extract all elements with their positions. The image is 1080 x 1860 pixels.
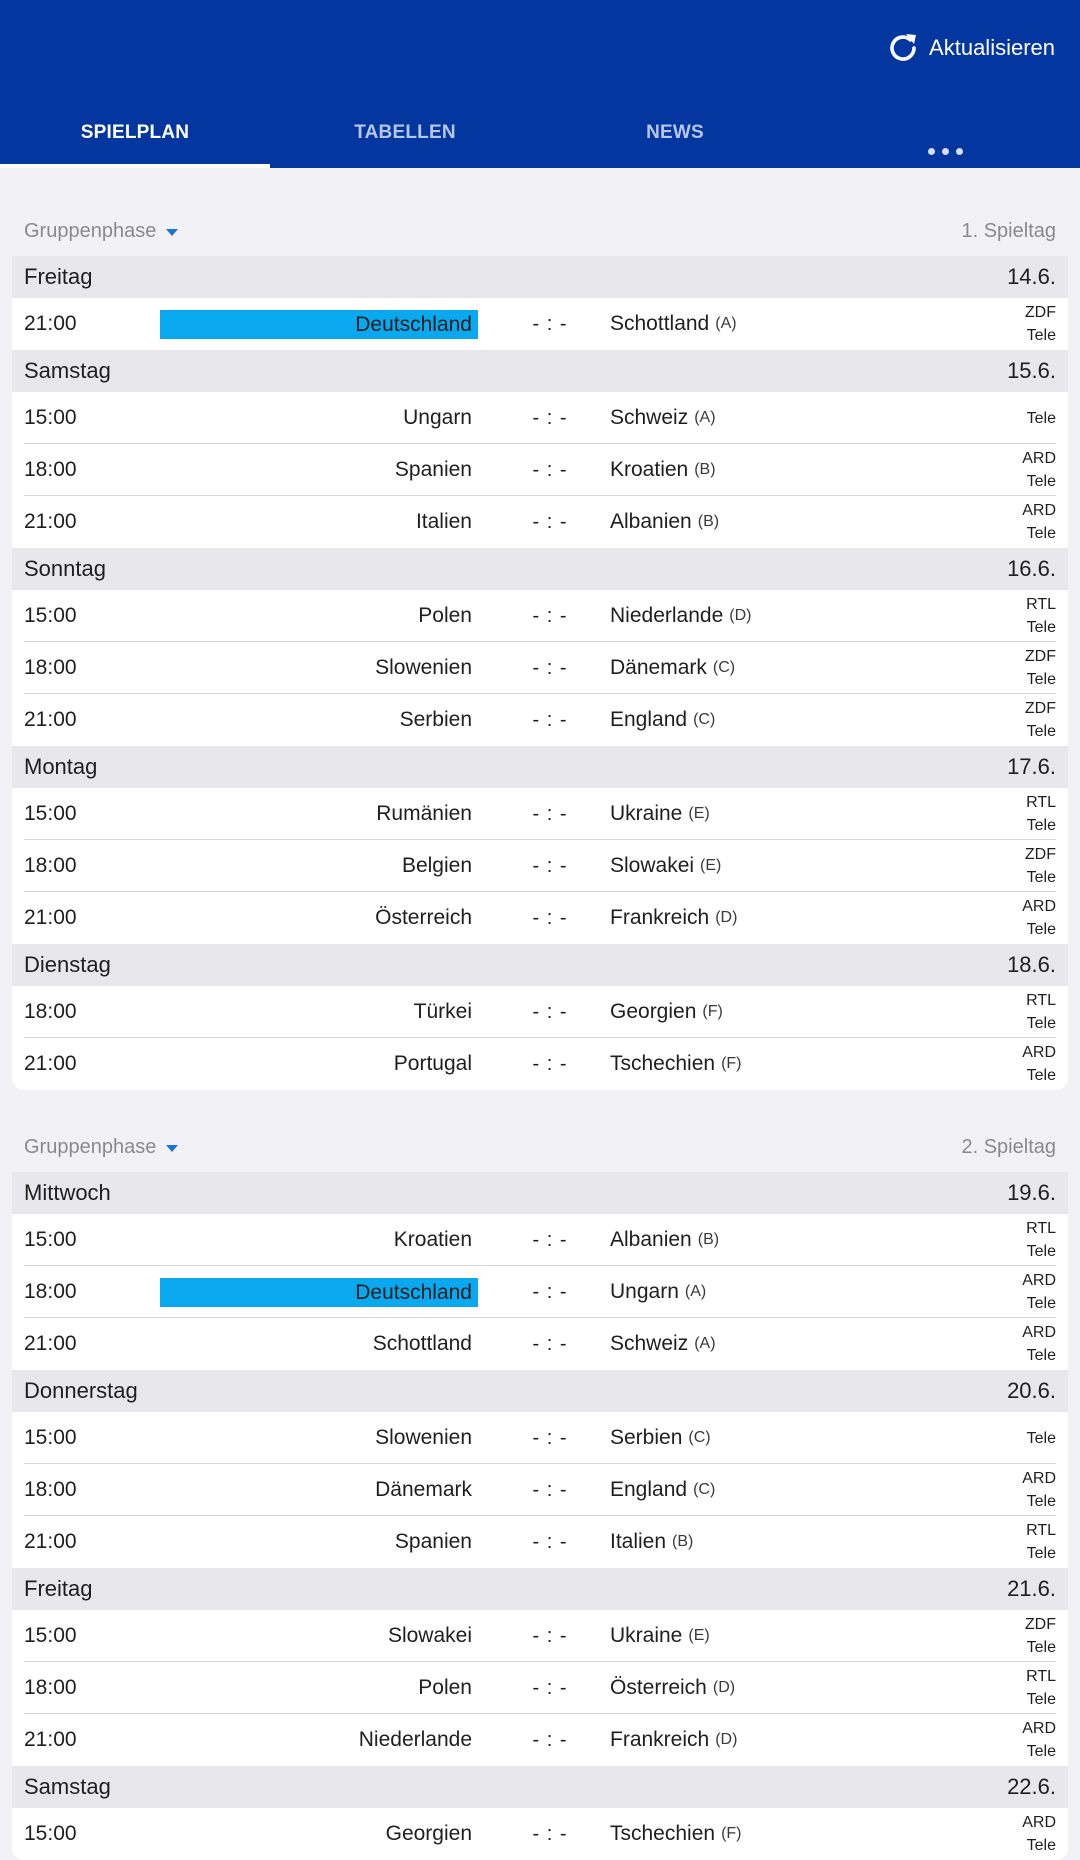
dropdown-arrow-icon	[166, 1145, 178, 1152]
tv-channel: Tele	[1026, 327, 1056, 344]
away-team	[610, 1516, 693, 1568]
away-team-name: Tschechien	[610, 1822, 716, 1845]
away-team	[610, 840, 721, 892]
phase-dropdown[interactable]	[24, 1136, 178, 1159]
match-time: 21:00	[24, 510, 77, 533]
match-score: - : -	[532, 1052, 568, 1075]
tv-channels	[1027, 1412, 1056, 1464]
tv-channels	[1022, 1318, 1056, 1370]
away-team	[610, 986, 723, 1038]
group-label: (B)	[697, 1231, 720, 1248]
match-time: 21:00	[24, 1728, 77, 1751]
match-time: 21:00	[24, 1530, 77, 1553]
away-team-name: Italien	[610, 1530, 667, 1553]
day-date: 22.6.	[1007, 1774, 1056, 1799]
away-team	[610, 1412, 711, 1464]
home-team	[160, 1214, 480, 1266]
phase-label: Gruppenphase	[24, 220, 157, 242]
away-team-name: Slowakei	[610, 854, 695, 877]
match-row[interactable]	[12, 1516, 1068, 1568]
group-label: (C)	[693, 1481, 716, 1498]
match-row[interactable]	[12, 1714, 1068, 1766]
match-score: - : -	[532, 604, 568, 627]
tv-channel: ZDF	[1024, 846, 1056, 863]
tv-channels	[1026, 788, 1056, 840]
home-team	[160, 590, 480, 642]
away-team	[610, 1214, 719, 1266]
group-label: (F)	[721, 1825, 742, 1842]
home-team-name: Spanien	[394, 458, 472, 481]
day-name: Samstag	[24, 358, 111, 383]
away-team-name: Schottland	[610, 312, 710, 335]
tv-channel: Tele	[1026, 619, 1056, 636]
tv-channel: ARD	[1022, 1814, 1056, 1831]
home-team-name: Rumänien	[376, 802, 472, 825]
tv-channels	[1022, 1714, 1056, 1766]
home-team	[160, 1038, 480, 1090]
match-score: - : -	[532, 458, 568, 481]
match-time: 21:00	[24, 1332, 77, 1355]
match-time: 15:00	[24, 802, 77, 825]
home-team	[160, 642, 480, 694]
tv-channel: RTL	[1026, 1668, 1056, 1685]
tv-channels	[1022, 444, 1056, 496]
home-team	[160, 840, 480, 892]
match-time: 18:00	[24, 1478, 77, 1501]
away-team-name: Tschechien	[610, 1052, 716, 1075]
app-bar	[0, 0, 1080, 168]
day-header	[12, 256, 1068, 298]
home-team	[160, 1318, 480, 1370]
day-name: Sonntag	[24, 556, 106, 581]
away-team	[610, 694, 715, 746]
tv-channels	[1026, 1214, 1056, 1266]
matchday-label: 2. Spieltag	[961, 1136, 1056, 1158]
tv-channel: Tele	[1026, 921, 1056, 938]
away-team-name: Schweiz	[610, 1332, 689, 1355]
away-team	[610, 1038, 742, 1090]
away-team-name: Serbien	[610, 1426, 683, 1449]
away-team	[610, 444, 716, 496]
match-score: - : -	[532, 802, 568, 825]
tab-label: TABELLEN	[354, 122, 456, 143]
away-team-name: Kroatien	[610, 458, 689, 481]
group-label: (E)	[688, 1627, 710, 1644]
schedule-card	[12, 1172, 1068, 1860]
tv-channel: Tele	[1026, 1493, 1056, 1510]
away-team	[610, 642, 735, 694]
match-row[interactable]	[12, 1214, 1068, 1266]
away-team	[610, 1662, 735, 1714]
tv-channels	[1025, 694, 1056, 746]
tv-channel: ZDF	[1024, 648, 1056, 665]
match-row[interactable]	[12, 444, 1068, 496]
match-row[interactable]	[12, 496, 1068, 548]
refresh-button[interactable]	[885, 28, 1055, 68]
match-time: 15:00	[24, 406, 77, 429]
group-label: (C)	[688, 1429, 711, 1446]
group-label: (E)	[688, 805, 710, 822]
match-time: 15:00	[24, 1228, 77, 1251]
home-team-name: Italien	[415, 510, 472, 533]
home-team	[160, 1412, 480, 1464]
refresh-icon	[885, 30, 921, 66]
group-label: (C)	[693, 711, 716, 728]
match-score: - : -	[532, 656, 568, 679]
match-time: 18:00	[24, 854, 77, 877]
day-date: 14.6.	[1007, 264, 1056, 289]
tv-channel: Tele	[1026, 723, 1056, 740]
home-team-name: Polen	[418, 1676, 472, 1699]
away-team-name: Schweiz	[610, 406, 689, 429]
schedule-card	[12, 256, 1068, 1090]
home-team-name: Slowenien	[375, 656, 472, 679]
tv-channel: Tele	[1026, 869, 1056, 886]
tv-channel: ZDF	[1024, 700, 1056, 717]
tv-channels	[1022, 496, 1056, 548]
match-time: 18:00	[24, 1000, 77, 1023]
refresh-label: Aktualisieren	[929, 35, 1055, 60]
home-team	[160, 986, 480, 1038]
match-time: 15:00	[24, 1426, 77, 1449]
home-team	[160, 1464, 480, 1516]
day-date: 16.6.	[1007, 556, 1056, 581]
tv-channel: Tele	[1026, 671, 1056, 688]
away-team	[610, 1464, 715, 1516]
tv-channels	[1022, 892, 1056, 944]
away-team	[610, 590, 751, 642]
tv-channel: ZDF	[1024, 304, 1056, 321]
away-team	[610, 392, 716, 444]
tv-channels	[1026, 1516, 1056, 1568]
match-score: - : -	[532, 1228, 568, 1251]
home-team-name: Deutschland	[160, 310, 478, 339]
day-name: Montag	[24, 754, 98, 779]
tv-channels	[1022, 1266, 1056, 1318]
day-date: 17.6.	[1007, 754, 1056, 779]
tv-channels	[1022, 1464, 1056, 1516]
away-team-name: Ungarn	[610, 1280, 679, 1303]
home-team-name: Spanien	[394, 1530, 472, 1553]
section-header	[0, 212, 1080, 252]
home-team	[160, 1266, 478, 1318]
tv-channel: RTL	[1026, 1220, 1056, 1237]
home-team-name: Deutschland	[160, 1278, 478, 1307]
tv-channel: Tele	[1026, 1691, 1056, 1708]
home-team	[160, 694, 480, 746]
tab-tabellen[interactable]	[270, 104, 540, 168]
match-score: - : -	[532, 1822, 568, 1845]
tv-channel: ARD	[1022, 1324, 1056, 1341]
away-team-name: Niederlande	[610, 604, 724, 627]
group-label: (D)	[729, 607, 752, 624]
day-date: 19.6.	[1007, 1180, 1056, 1205]
home-team	[160, 1610, 480, 1662]
home-team-name: Belgien	[401, 854, 472, 877]
day-name: Donnerstag	[24, 1378, 138, 1403]
tv-channels	[1026, 986, 1056, 1038]
tv-channel: Tele	[1026, 1015, 1056, 1032]
group-label: (A)	[694, 409, 716, 426]
tv-channel: Tele	[1026, 1639, 1056, 1656]
group-label: (F)	[721, 1055, 742, 1072]
home-team-name: Niederlande	[358, 1728, 472, 1751]
match-time: 18:00	[24, 656, 77, 679]
match-row[interactable]	[12, 1662, 1068, 1714]
home-team-name: Serbien	[399, 708, 472, 731]
away-team-name: Ukraine	[610, 802, 683, 825]
match-score: - : -	[532, 1332, 568, 1355]
tv-channel: Tele	[1026, 1545, 1056, 1562]
group-label: (F)	[702, 1003, 723, 1020]
home-team	[160, 392, 480, 444]
match-row[interactable]	[12, 1318, 1068, 1370]
tv-channel: Tele	[1026, 525, 1056, 542]
home-team	[160, 496, 480, 548]
match-row[interactable]	[12, 298, 1068, 350]
day-name: Freitag	[24, 1576, 93, 1601]
home-team-name: Slowenien	[375, 1426, 472, 1449]
tv-channel: Tele	[1026, 1347, 1056, 1364]
away-team	[610, 298, 737, 350]
away-team-name: Albanien	[610, 1228, 692, 1251]
tv-channel: RTL	[1026, 1522, 1056, 1539]
match-row[interactable]	[12, 1266, 1068, 1318]
match-time: 21:00	[24, 1052, 77, 1075]
away-team	[610, 788, 710, 840]
tv-channel: ARD	[1022, 898, 1056, 915]
home-team	[160, 1808, 480, 1860]
tv-channel: Tele	[1026, 1067, 1056, 1084]
day-header	[12, 1568, 1068, 1610]
away-team	[610, 496, 719, 548]
match-time: 21:00	[24, 708, 77, 731]
home-team-name: Portugal	[393, 1052, 472, 1075]
home-team	[160, 298, 478, 350]
match-row[interactable]	[12, 694, 1068, 746]
group-label: (B)	[694, 461, 716, 478]
tv-channel: Tele	[1026, 1295, 1056, 1312]
more-horizontal-icon	[928, 122, 963, 155]
home-team	[160, 788, 480, 840]
home-team	[160, 444, 480, 496]
tv-channel: Tele	[1026, 1837, 1056, 1854]
day-name: Freitag	[24, 264, 93, 289]
tv-channel: Tele	[1026, 1429, 1056, 1447]
day-name: Samstag	[24, 1774, 111, 1799]
match-row[interactable]	[12, 986, 1068, 1038]
tv-channel: ARD	[1022, 1044, 1056, 1061]
matchday-label: 1. Spieltag	[961, 220, 1056, 242]
tv-channels	[1025, 840, 1056, 892]
match-score: - : -	[532, 854, 568, 877]
match-time: 15:00	[24, 1624, 77, 1647]
away-team	[610, 1808, 742, 1860]
away-team-name: Ukraine	[610, 1624, 683, 1647]
day-date: 20.6.	[1007, 1378, 1056, 1403]
phase-label: Gruppenphase	[24, 1136, 157, 1158]
match-row[interactable]	[12, 392, 1068, 444]
tv-channel: RTL	[1026, 992, 1056, 1009]
day-header	[12, 944, 1068, 986]
match-row[interactable]	[12, 788, 1068, 840]
match-row[interactable]	[12, 1412, 1068, 1464]
day-name: Dienstag	[24, 952, 111, 977]
tv-channel: RTL	[1026, 794, 1056, 811]
group-label: (D)	[715, 1731, 738, 1748]
tv-channels	[1025, 298, 1056, 350]
match-time: 15:00	[24, 604, 77, 627]
day-header	[12, 746, 1068, 788]
tab-label: NEWS	[646, 122, 704, 143]
tab-bar	[0, 104, 1080, 168]
away-team-name: Albanien	[610, 510, 692, 533]
match-row[interactable]	[12, 892, 1068, 944]
away-team-name: Frankreich	[610, 906, 710, 929]
match-row[interactable]	[12, 1464, 1068, 1516]
section-header	[0, 1128, 1080, 1168]
home-team-name: Schottland	[372, 1332, 472, 1355]
day-header	[12, 1172, 1068, 1214]
match-score: - : -	[532, 406, 568, 429]
tv-channel: ARD	[1022, 450, 1056, 467]
home-team-name: Polen	[418, 604, 472, 627]
home-team-name: Türkei	[413, 1000, 472, 1023]
away-team-name: Georgien	[610, 1000, 697, 1023]
home-team	[160, 892, 480, 944]
home-team	[160, 1516, 480, 1568]
match-score: - : -	[532, 708, 568, 731]
day-header	[12, 350, 1068, 392]
tv-channel: Tele	[1026, 473, 1056, 490]
dropdown-arrow-icon	[166, 229, 178, 236]
group-label: (C)	[712, 659, 736, 676]
match-score: - : -	[532, 510, 568, 533]
tv-channel: Tele	[1026, 409, 1056, 427]
home-team	[160, 1714, 480, 1766]
tv-channels	[1026, 1662, 1056, 1714]
tv-channels	[1022, 1038, 1056, 1090]
away-team-name: Dänemark	[610, 656, 707, 679]
home-team-name: Slowakei	[387, 1624, 472, 1647]
tv-channel: ARD	[1022, 1720, 1056, 1737]
match-score: - : -	[532, 312, 568, 335]
day-name: Mittwoch	[24, 1180, 111, 1205]
match-row[interactable]	[12, 642, 1068, 694]
match-time: 18:00	[24, 1676, 77, 1699]
group-label: (A)	[694, 1335, 716, 1352]
match-row[interactable]	[12, 1808, 1068, 1860]
tv-channels	[1026, 590, 1056, 642]
match-score: - : -	[532, 1728, 568, 1751]
day-header	[12, 1370, 1068, 1412]
home-team	[160, 1662, 480, 1714]
tv-channel: Tele	[1026, 1743, 1056, 1760]
home-team-name: Österreich	[375, 906, 472, 929]
tv-channel: ARD	[1022, 1272, 1056, 1289]
day-date: 18.6.	[1007, 952, 1056, 977]
group-label: (A)	[684, 1283, 707, 1300]
home-team-name: Dänemark	[375, 1478, 472, 1501]
home-team-name: Ungarn	[403, 406, 472, 429]
tab-news[interactable]	[540, 104, 810, 168]
tv-channel: ARD	[1022, 1470, 1056, 1487]
tv-channel: Tele	[1026, 817, 1056, 834]
match-score: - : -	[532, 1530, 568, 1553]
match-row[interactable]	[12, 840, 1068, 892]
group-label: (B)	[697, 513, 720, 530]
match-row[interactable]	[12, 1610, 1068, 1662]
day-date: 15.6.	[1007, 358, 1056, 383]
tab-spielplan[interactable]	[0, 104, 270, 168]
away-team	[610, 1318, 716, 1370]
day-date: 21.6.	[1007, 1576, 1056, 1601]
away-team-name: Österreich	[610, 1676, 707, 1699]
home-team-name: Georgien	[385, 1822, 472, 1845]
tv-channels	[1027, 392, 1056, 444]
tv-channel: Tele	[1026, 1243, 1056, 1260]
away-team	[610, 1266, 706, 1318]
match-score: - : -	[532, 1280, 568, 1303]
away-team-name: Frankreich	[610, 1728, 710, 1751]
day-header	[12, 548, 1068, 590]
match-time: 21:00	[24, 906, 77, 929]
match-time: 15:00	[24, 1822, 77, 1845]
match-score: - : -	[532, 906, 568, 929]
tab-more[interactable]	[810, 104, 1080, 168]
match-time: 18:00	[24, 458, 77, 481]
group-label: (B)	[672, 1533, 694, 1550]
away-team	[610, 1610, 710, 1662]
match-score: - : -	[532, 1624, 568, 1647]
tv-channels	[1025, 642, 1056, 694]
match-score: - : -	[532, 1000, 568, 1023]
group-label: (D)	[715, 909, 738, 926]
tv-channel: ZDF	[1024, 1616, 1056, 1633]
away-team-name: England	[610, 708, 688, 731]
match-row[interactable]	[12, 1038, 1068, 1090]
tv-channel: ARD	[1022, 502, 1056, 519]
match-score: - : -	[532, 1426, 568, 1449]
match-time: 21:00	[24, 312, 77, 335]
match-score: - : -	[532, 1478, 568, 1501]
phase-dropdown[interactable]	[24, 220, 178, 243]
group-label: (A)	[715, 315, 737, 332]
match-time: 18:00	[24, 1280, 77, 1303]
away-team	[610, 1714, 737, 1766]
away-team	[610, 892, 737, 944]
match-row[interactable]	[12, 590, 1068, 642]
day-header	[12, 1766, 1068, 1808]
tab-label: SPIELPLAN	[80, 122, 190, 143]
tv-channels	[1025, 1610, 1056, 1662]
group-label: (E)	[700, 857, 722, 874]
group-label: (D)	[712, 1679, 736, 1696]
match-score: - : -	[532, 1676, 568, 1699]
tv-channels	[1022, 1808, 1056, 1860]
tv-channel: RTL	[1026, 596, 1056, 613]
home-team-name: Kroatien	[393, 1228, 472, 1251]
away-team-name: England	[610, 1478, 688, 1501]
